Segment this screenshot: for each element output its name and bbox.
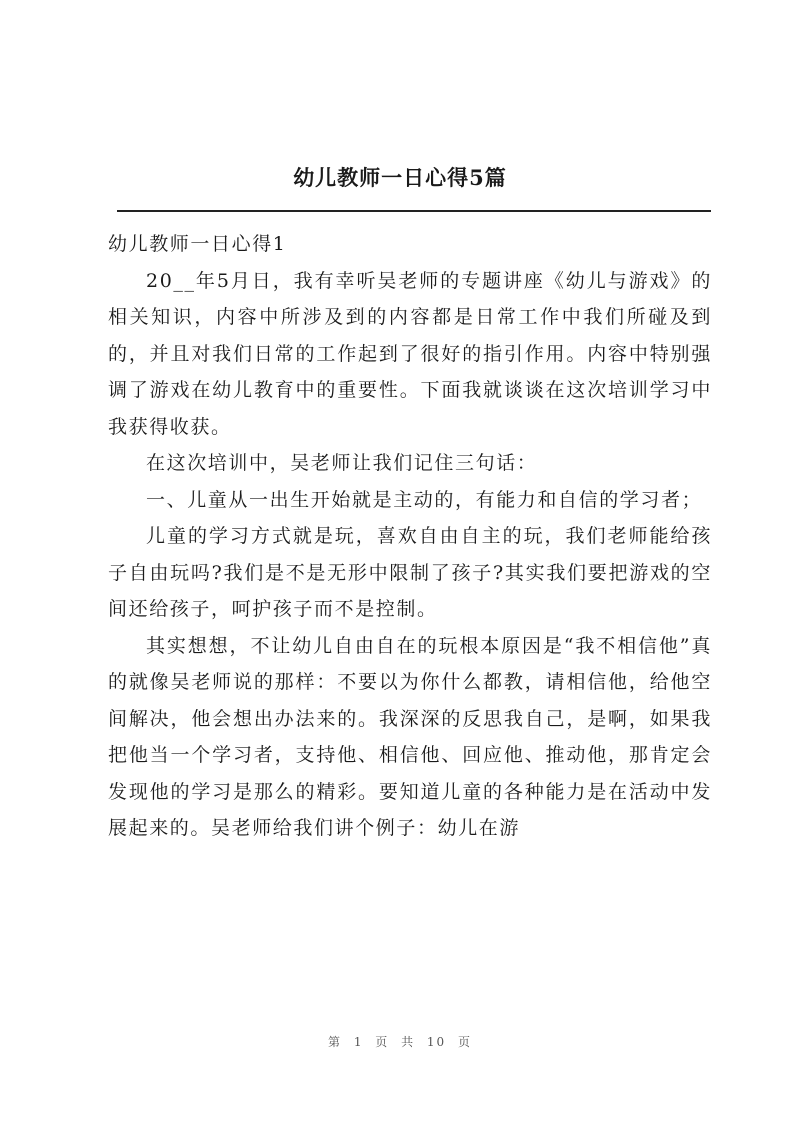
section-heading: 幼儿教师一日心得1: [108, 233, 287, 255]
paragraph: 20__年5月日，我有幸听吴老师的专题讲座《幼儿与游戏》的相关知识，内容中所涉及到的内容都是日常工作中我们所碰及到的，并且对我们日常的工作起到了很好的指引作用。内容中特别强调了游戏在幼儿教育中的重要性。下面我就谈谈在这次培训学习中我获得收获。: [108, 269, 712, 438]
document-body: [108, 226, 712, 847]
paragraph: 儿童的学习方式就是玩，喜欢自由自主的玩，我们老师能给孩子自由玩吗?我们是不是无形中限制了孩子?其实我们要把游戏的空间还给孩子，呵护孩子而不是控制。: [108, 525, 712, 620]
paragraph: 其实想想，不让幼儿自由自在的玩根本原因是“我不相信他”真的就像吴老师说的那样：不要以为你什么都教，请相信他，给他空间解决，他会想出办法来的。我深深的反思我自己，是啊，如果我把他当一个学习者，支持他、相信他、回应他、推动他，那肯定会发现他的学习是那么的精彩。要知道儿童的各种能力是在活动中发展起来的。吴老师给我们讲个例子：幼儿在游: [108, 634, 712, 839]
paragraph: 一、儿童从一出生开始就是主动的，有能力和自信的学习者；: [146, 488, 703, 511]
title-divider: [117, 210, 711, 212]
page-number-footer: 第 1 页 共 10 页: [328, 1035, 472, 1049]
paragraph: 在这次培训中，吴老师让我们记住三句话：: [146, 452, 538, 474]
document-title: 幼儿教师一日心得5篇: [293, 165, 507, 190]
